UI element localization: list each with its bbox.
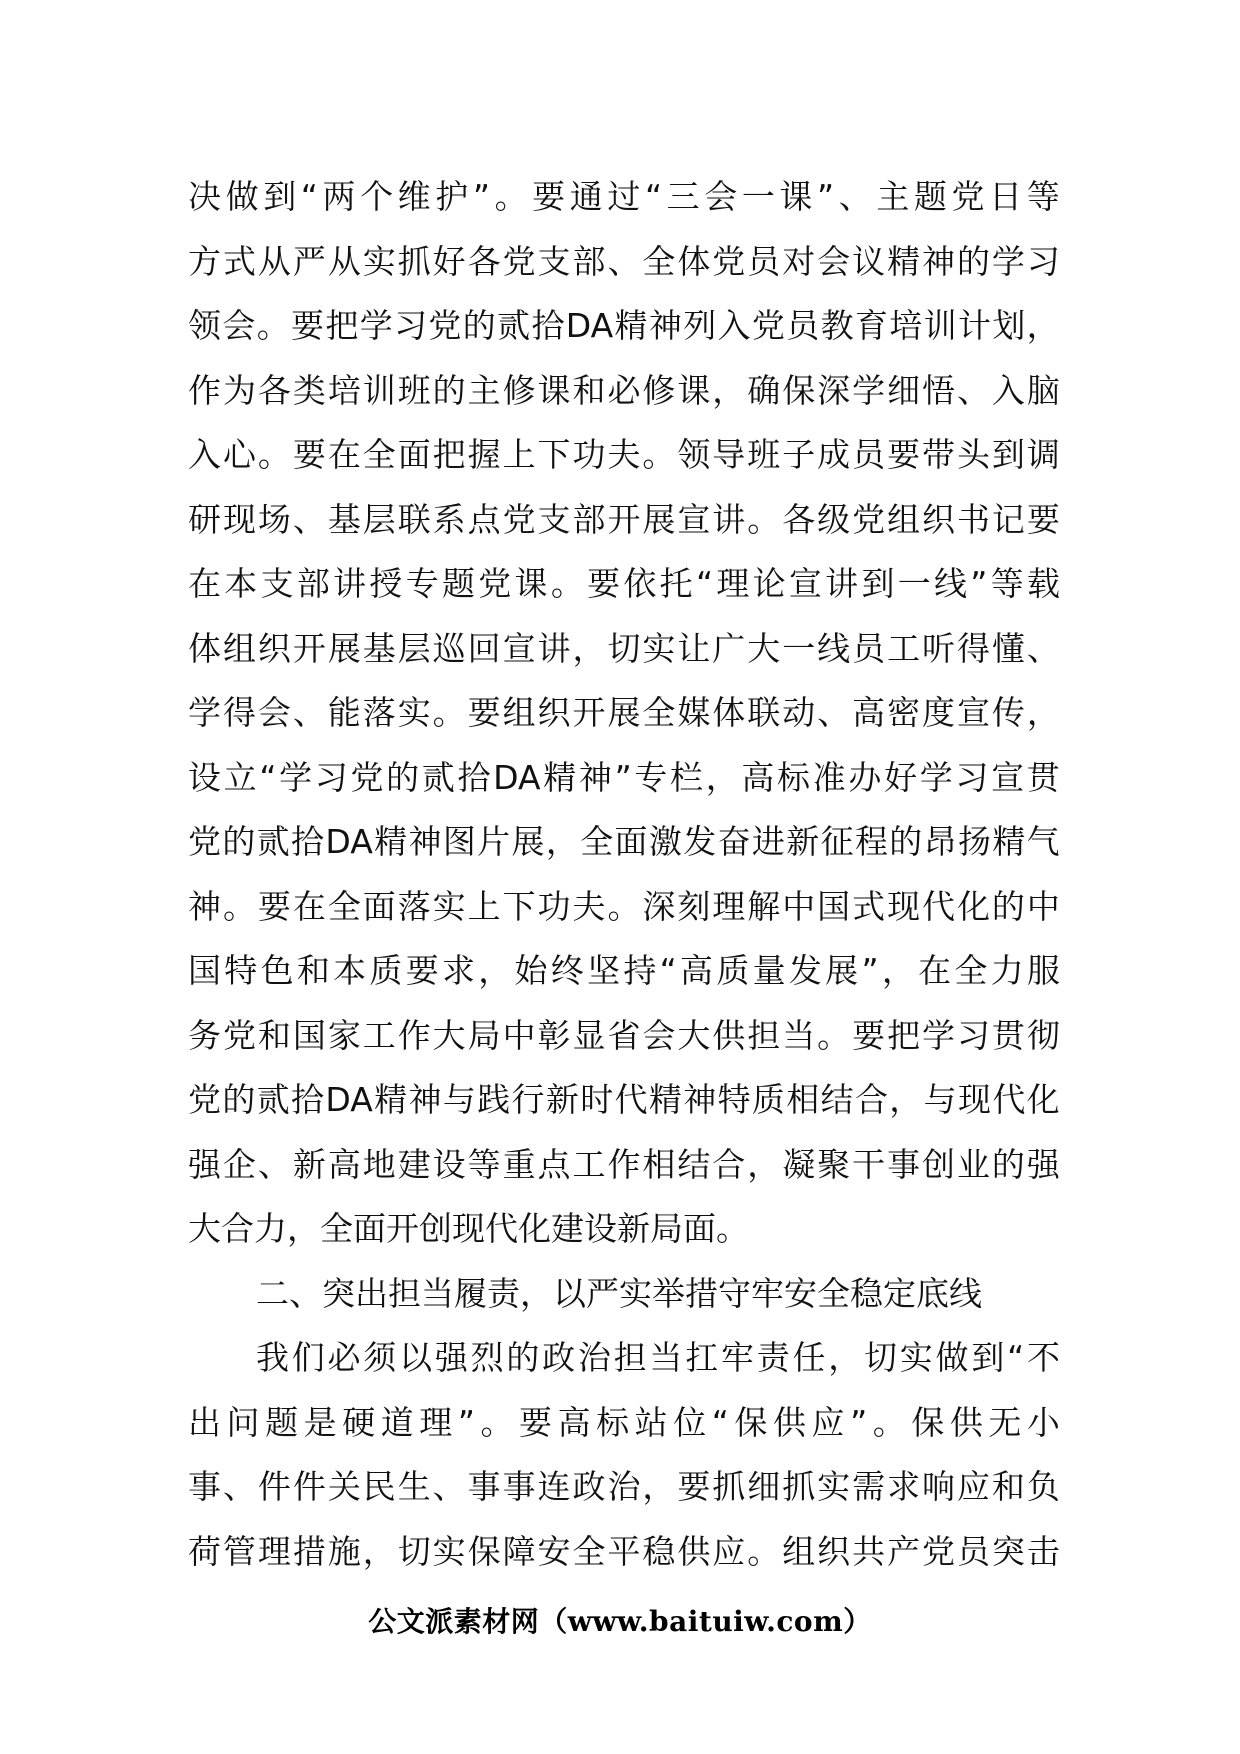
text-line: 设 立 “ 学 习 党 的 贰 拾 DA 精 神 ” 专 栏 ， 高 标 准 办 好 学 习 宣 贯 [188, 757, 1060, 797]
text-line: 入 心 。 要 在 全 面 把 握 上 下 功 夫 。 领 导 班 子 成 员 要 带 头 到 调 [188, 435, 1060, 474]
text-line: 领 会 。 要 把 学 习 党 的 贰 拾 DA 精 神 列 入 党 员 教 育 培 训 计 划 ， [188, 306, 1060, 345]
text-line: 大合力，全面开创现代化建设新局面。 [188, 1209, 749, 1248]
text-line: 荷 管 理 措 施 ， 切 实 保 障 安 全 平 稳 供 应 。 组 织 共 产 党 员 突 击 [188, 1531, 1060, 1571]
text-line: 强 企 、 新 高 地 建 设 等 重 点 工 作 相 结 合 ， 凝 聚 干 事 创 业 的 强 [188, 1144, 1060, 1184]
section-heading: 二、突出担当履责，以严实举措守牢安全稳定底线 [256, 1273, 982, 1313]
text-line: 出 问 题 是 硬 道 理 ” 。 要 高 标 站 位 “ 保 供 应 ” 。 保 供 无 小 [188, 1402, 1060, 1442]
text-line: 我 们 必 须 以 强 烈 的 政 治 担 当 扛 牢 责 任 ， 切 实 做 到 “ 不 [256, 1338, 1060, 1377]
text-line: 研 现 场 、 基 层 联 系 点 党 支 部 开 展 宣 讲 。 各 级 党 组 织 书 记 要 [188, 499, 1060, 539]
text-line: 事 、 件 件 关 民 生 、 事 事 连 政 治 ， 要 抓 细 抓 实 需 求 响 应 和 负 [188, 1467, 1060, 1506]
text-line: 方 式 从 严 从 实 抓 好 各 党 支 部 、 全 体 党 员 对 会 议 精 神 的 学 习 [188, 241, 1060, 281]
footer-watermark: 公文派素材网（www.baituiw.com） [368, 1605, 872, 1638]
text-line: 学 得 会 、 能 落 实 。 要 组 织 开 展 全 媒 体 联 动 、 高 密 度 宣 传 ， [188, 693, 1060, 732]
text-line: 党 的 贰 拾 DA 精 神 与 践 行 新 时 代 精 神 特 质 相 结 合 ， 与 现 代 化 [188, 1080, 1060, 1119]
text-line: 体 组 织 开 展 基 层 巡 回 宣 讲 ， 切 实 让 广 大 一 线 员 工 听 得 懂 、 [188, 628, 1060, 668]
text-line: 作 为 各 类 培 训 班 的 主 修 课 和 必 修 课 ， 确 保 深 学 细 悟 、 入 脑 [188, 370, 1060, 410]
text-line: 党 的 贰 拾 DA 精 神 图 片 展 ， 全 面 激 发 奋 进 新 征 程 的 昂 扬 精 气 [188, 822, 1060, 861]
text-line: 决 做 到 “ 两 个 维 护 ” 。 要 通 过 “ 三 会 一 课 ” 、 主 题 党 日 等 [188, 177, 1060, 216]
body-text [188, 165, 1060, 1584]
text-line: 国 特 色 和 本 质 要 求 ， 始 终 坚 持 “ 高 质 量 发 展 ” ， 在 全 力 服 [188, 951, 1060, 990]
text-line: 在 本 支 部 讲 授 专 题 党 课 。 要 依 托 “ 理 论 宣 讲 到 一 线 ” 等 载 [188, 564, 1060, 603]
text-line: 务 党 和 国 家 工 作 大 局 中 彰 显 省 会 大 供 担 当 。 要 把 学 习 贯 彻 [188, 1015, 1060, 1055]
text-line: 神 。 要 在 全 面 落 实 上 下 功 夫 。 深 刻 理 解 中 国 式 现 代 化 的 中 [188, 886, 1060, 926]
